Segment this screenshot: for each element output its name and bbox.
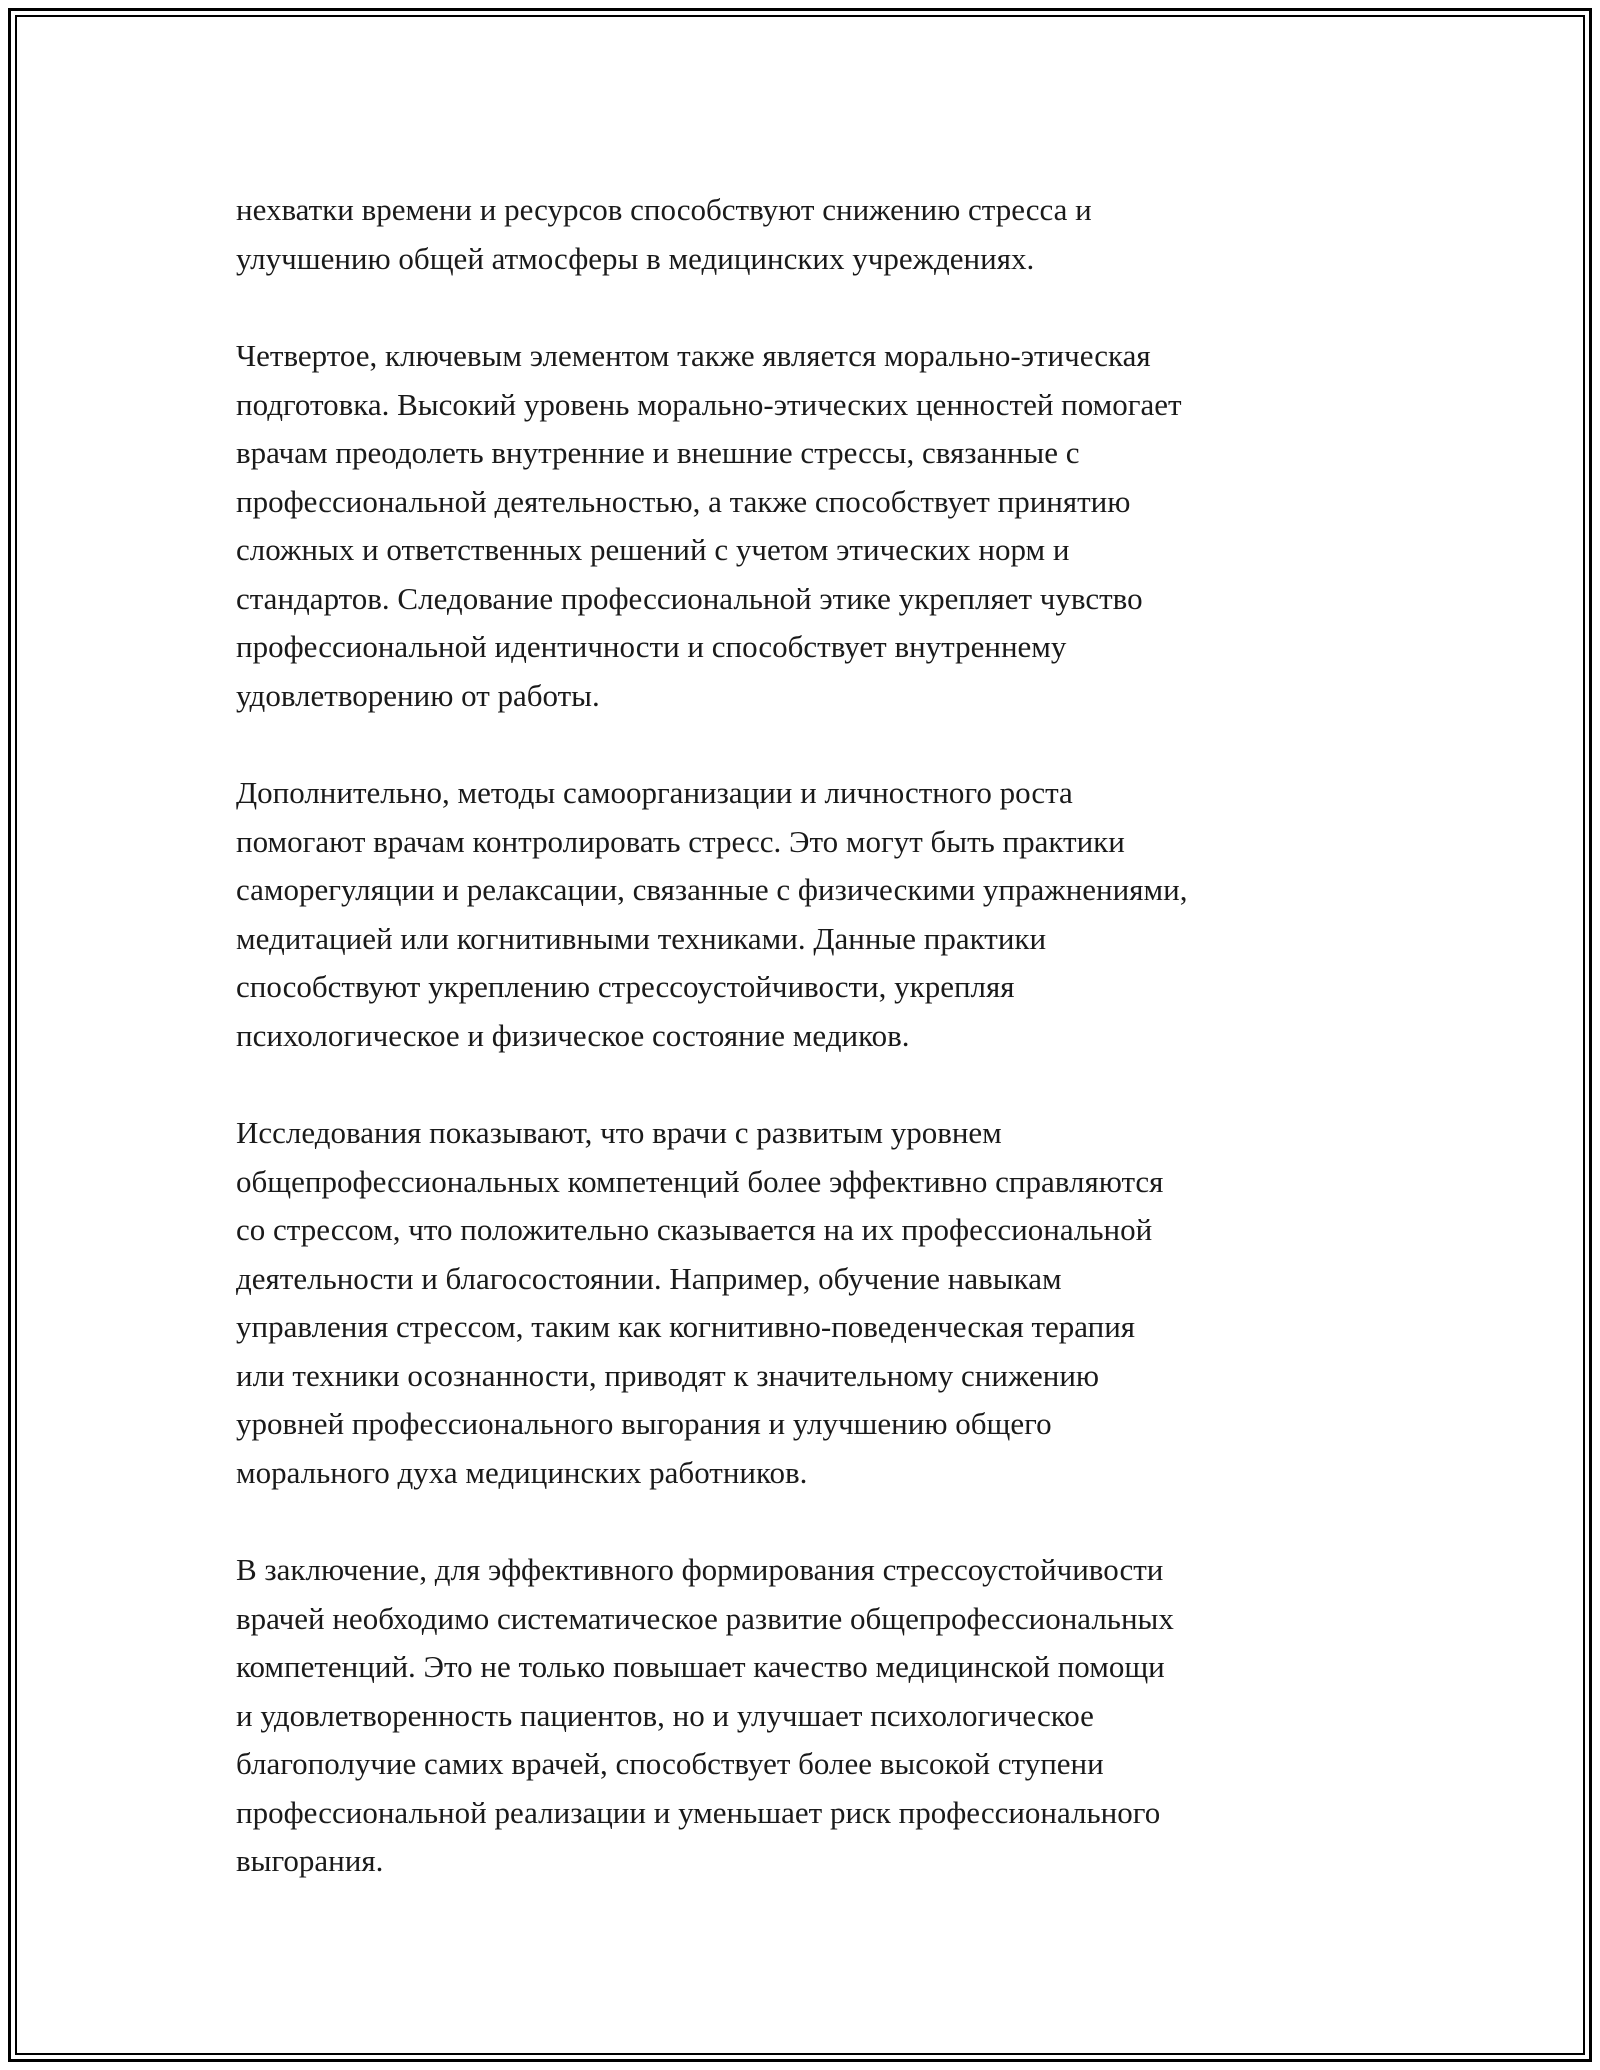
paragraph-conclusion: В заключение, для эффективного формирования стрессоустойчивости врачей необходимо систематическое развитие общепрофессиональных компетенций. Это не только повышает качество медицинской помощи и удовлетворенность пациентов, но и улучшает психологическое благополучие самих врачей, способствует более высокой ступени профессиональной реализации и уменьшает риск профессионального выгорания. bbox=[236, 1552, 1174, 1878]
paragraph-research: Исследования показывают, что врачи с развитым уровнем общепрофессиональных компетенций более эффективно справляются со стрессом, что положительно сказывается на их профессиональной деятельности и благосостоянии. Например, обучение навыкам управления стрессом, таким как когнитивно-поведенческая терапия или техники осознанности, приводят к значительному снижению уровней профессионального выгорания и улучшению общего морального духа медицинских работников. bbox=[236, 1115, 1164, 1490]
paragraph-moral-ethical-training: Четвертое, ключевым элементом также является морально-этическая подготовка. Высокий уровень морально-этических ценностей помогает врачам преодолеть внутренние и внешние стрессы, связанные с профессиональной деятельностью, а также способствует принятию сложных и ответственных решений с учетом этических норм и стандартов. Следование профессиональной этике укрепляет чувство профессиональной идентичности и способствует внутреннему удовлетворению от работы. bbox=[236, 338, 1182, 713]
paragraph-self-organization: Дополнительно, методы самоорганизации и личностного роста помогают врачам контролировать стресс. Это могут быть практики саморегуляции и релаксации, связанные с физическими упражнениями, медитацией или когнитивными техниками. Данные практики способствуют укреплению стрессоустойчивости, укрепляя психологическое и физическое состояние медиков. bbox=[236, 775, 1188, 1053]
paragraph-resources: нехватки времени и ресурсов способствуют снижению стресса и улучшению общей атмосферы в медицинских учреждениях. bbox=[236, 192, 1092, 276]
document-body bbox=[236, 186, 1386, 1886]
